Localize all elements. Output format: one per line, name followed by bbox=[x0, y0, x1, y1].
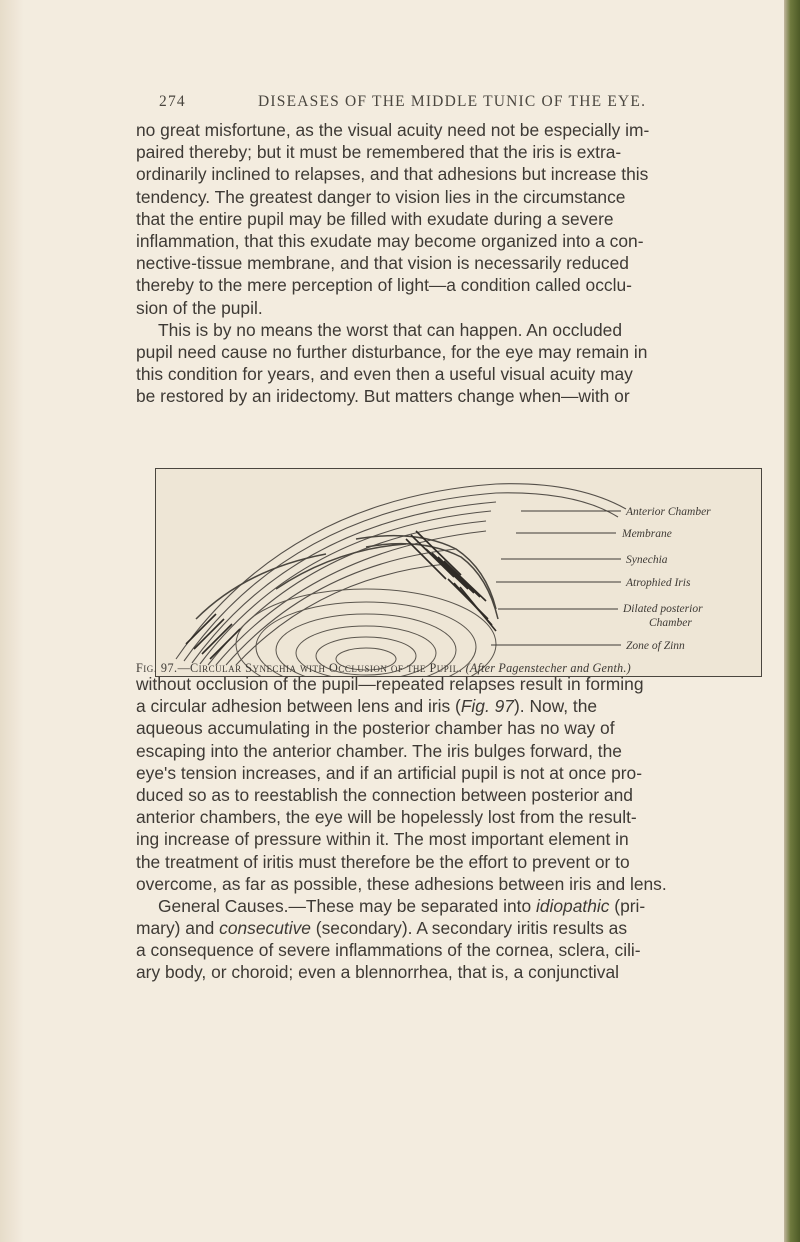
text-line: This is by no means the worst that can happen. An occluded bbox=[158, 319, 623, 340]
page-number: 274 bbox=[159, 93, 186, 110]
text-line: a consequence of severe inflammations of the cornea, sclera, cili- bbox=[136, 940, 641, 961]
text-line: no great misfortune, as the visual acuity need not be especially im- bbox=[136, 120, 650, 140]
text-line: a circular adhesion between lens and iris (Fig. 97). Now, the bbox=[136, 696, 598, 717]
eye-cross-section-engraving bbox=[156, 469, 761, 676]
text-line: overcome, as far as possible, these adhesions between iris and lens. bbox=[136, 873, 667, 894]
caption-title: Circular Synechia with Occlusion of the Pupil. bbox=[190, 661, 463, 675]
page-edge-left bbox=[0, 0, 24, 1242]
label-membrane: Membrane bbox=[622, 528, 672, 540]
figure-caption: Fig. 97.—Circular Synechia with Occlusion of the Pupil. (After Pagenstecher and Genth.) bbox=[136, 661, 631, 675]
text-line: mary) and consecutive (secondary). A secondary iritis results as bbox=[136, 918, 628, 939]
text-line: thereby to the mere perception of light—a condition called occlu- bbox=[136, 275, 632, 296]
text-line: ing increase of pressure within it. The most important element in bbox=[136, 829, 629, 850]
text-line: ordinarily inclined to relapses, and that adhesions but increase this bbox=[136, 164, 649, 185]
term-idiopathic: idiopathic bbox=[535, 895, 610, 916]
text-line: this condition for years, and even then a useful visual acuity may bbox=[136, 364, 633, 385]
text-line: be restored by an iridectomy. But matters change when—with or bbox=[136, 386, 630, 407]
label-synechia: Synechia bbox=[626, 554, 668, 566]
label-anterior-chamber: Anterior Chamber bbox=[626, 506, 711, 518]
text-line: pupil need cause no further disturbance, for the eye may remain in bbox=[136, 341, 648, 362]
label-dilated-posterior: Dilated posterior bbox=[623, 603, 703, 615]
text-line: the treatment of iritis must therefore be the effort to prevent or to bbox=[136, 851, 630, 872]
text-line: duced so as to reestablish the connection between posterior and bbox=[136, 784, 633, 805]
text-line: eye's tension increases, and if an artificial pupil is not at once pro- bbox=[136, 762, 642, 783]
label-chamber: Chamber bbox=[649, 617, 692, 629]
label-zone-of-zinn: Zone of Zinn bbox=[626, 640, 685, 652]
label-atrophied-iris: Atrophied Iris bbox=[626, 577, 691, 589]
caption-number: Fig. 97. bbox=[136, 661, 178, 675]
section-general-causes: General Causes.—These may be separated into idiopathic (pri- bbox=[158, 895, 646, 916]
body-text-top bbox=[136, 119, 766, 407]
text-line: anterior chambers, the eye will be hopelessly lost from the result- bbox=[136, 807, 637, 828]
running-title: DISEASES OF THE MIDDLE TUNIC OF THE EYE. bbox=[258, 93, 647, 110]
caption-source: (After Pagenstecher and Genth.) bbox=[465, 661, 631, 675]
body-text-bottom bbox=[136, 673, 766, 984]
text-line: tendency. The greatest danger to vision lies in the circumstance bbox=[136, 186, 626, 207]
text-line: paired thereby; but it must be remembered that the iris is extra- bbox=[136, 142, 622, 163]
text-line: inflammation, that this exudate may become organized into a con- bbox=[136, 230, 644, 251]
text-line: that the entire pupil may be filled with exudate during a severe bbox=[136, 208, 614, 229]
text-line: aqueous accumulating in the posterior chamber has no way of bbox=[136, 718, 615, 739]
figure-97-illustration bbox=[155, 468, 762, 677]
book-spine-edge bbox=[784, 0, 800, 1242]
text-line: without occlusion of the pupil—repeated relapses result in forming bbox=[136, 674, 644, 694]
text-line: ary body, or choroid; even a blennorrhea, that is, a conjunctival bbox=[136, 962, 620, 983]
term-consecutive: consecutive bbox=[219, 918, 311, 939]
text-line: escaping into the anterior chamber. The iris bulges forward, the bbox=[136, 740, 622, 761]
text-line: sion of the pupil. bbox=[136, 297, 263, 318]
text-line: nective-tissue membrane, and that vision is necessarily reduced bbox=[136, 253, 629, 274]
figure-reference: Fig. 97 bbox=[460, 696, 514, 717]
